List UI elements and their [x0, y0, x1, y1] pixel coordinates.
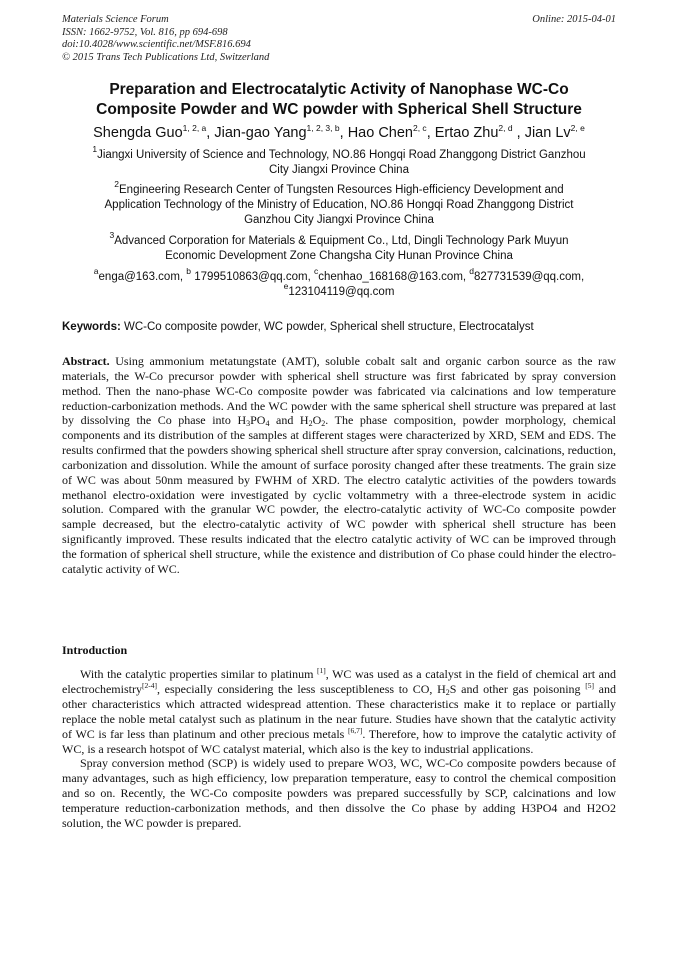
- email-e[interactable]: 123104119@qq.com: [288, 286, 395, 298]
- author-separator: ,: [512, 125, 525, 141]
- affiliation-1: [62, 144, 616, 178]
- title-line-1: Preparation and Electrocatalytic Activity of Nanophase WC-Co: [109, 81, 569, 98]
- online-date: Online: 2015-04-01: [532, 14, 616, 25]
- affiliation-line: Engineering Research Center of Tungsten Resources High-efficiency Development and: [119, 184, 564, 196]
- author-name: Hao Chen: [347, 125, 413, 141]
- author-affil-sup: 2, e: [570, 123, 585, 133]
- paragraph: Spray conversion method (SCP) is widely used to prepare WO3, WC, WC-Co composite powders because of many advantages, such as high efficiency, low preparation temperature, easy to control the chemical composition and so on. Recently, the WC-Co composite powders was prepared successfully by SCP, calcinations and low temperature reduction-carbonization methods, and then dissolve the Co phase by adding H3PO4 and H2O2 solution, the WC powder is prepared.: [62, 756, 616, 831]
- affiliation-3: [62, 230, 616, 264]
- affiliation-sup: 2: [114, 179, 119, 189]
- author-list: [62, 124, 616, 142]
- author-name: Jian Lv: [524, 125, 571, 141]
- author-separator: ,: [339, 125, 348, 141]
- email-a[interactable]: enga@163.com,: [98, 271, 187, 283]
- affiliation-line: Economic Development Zone Changsha City Hunan Province China: [165, 250, 513, 262]
- author-name: Shengda Guo: [93, 125, 183, 141]
- author-name: Jian-gao Yang: [214, 125, 307, 141]
- author-emails: $^a$enga@163.com, $^b$ 1799510863@qq.com, $^c$chenhao_168168@163.com, $^d$827731539@qq.com, $^e$123104119@qq.com: [93, 266, 585, 298]
- citation[interactable]: [2-4]: [141, 680, 157, 690]
- title-line-2: Composite Powder and WC powder with Spherical Shell Structure: [96, 101, 582, 118]
- affiliation-sup: 3: [109, 230, 115, 240]
- author-name: Ertao Zhu: [434, 125, 499, 141]
- journal-issn: ISSN: 1662-9752, Vol. 816, pp 694-698: [62, 26, 228, 38]
- citation[interactable]: [6,7]: [347, 725, 363, 735]
- affiliation-sup: 1: [92, 144, 98, 154]
- journal-doi: doi:10.4028/www.scientific.net/MSF.816.694: [62, 39, 251, 50]
- paper-title: [62, 80, 616, 120]
- affiliation-2: [62, 179, 616, 228]
- citation[interactable]: [1]: [317, 666, 326, 675]
- email-b[interactable]: 1799510863@qq.com,: [191, 271, 314, 283]
- affiliation-line: Jiangxi University of Science and Technology, NO.86 Hongqi Road Zhanggong District Ganzhou: [97, 149, 586, 161]
- journal-copyright: © 2015 Trans Tech Publications Ltd, Switzerland: [62, 51, 270, 63]
- author-affil-sup: 1, 2, 3, b: [306, 123, 340, 133]
- abstract-text: Using ammonium metatungstate (AMT), soluble cobalt salt and organic carbon source as the raw materials, the W-Co precursor powder with spherical shell structure was first fabricated by spray conversion method. Then the nano-phase WC-Co composite powder was fabricated via calcinations and low temperature reduction-carbonization methods. And the WC powder with the same spherical shell structure was prepared at last by dissolving the Co phase into H: [62, 354, 616, 428]
- abstract-label: Abstract.: [62, 354, 110, 368]
- keywords: [62, 320, 616, 335]
- journal-name: Materials Science Forum: [62, 14, 169, 25]
- introduction-body: [62, 667, 616, 831]
- author-separator: ,: [206, 125, 215, 141]
- affiliation-line: Application Technology of the Ministry of Education, NO.86 Hongqi Road Zhanggong District: [104, 199, 574, 211]
- affiliation-line: Ganzhou City Jiangxi Province China: [244, 214, 434, 226]
- author-affil-sup: 2, d: [498, 123, 513, 133]
- journal-header: [62, 14, 616, 64]
- keywords-label: Keywords:: [62, 321, 121, 333]
- citation[interactable]: [5]: [585, 680, 594, 690]
- paragraph: With the catalytic properties similar to platinum [1], WC was used as a catalyst in the field of chemical art and electrochemistry[2-4], especially considering the less susceptibleness to CO, $H_2S$ and other gas poisoning [5] and other characteristics which attracted widespread attention. These characteristics make it to replace or partially replace the noble metal catalyst such as platinum in the near future. Studies have shown that the catalytic activity of WC is far less than platinum and other precious metals [6,7]. Therefore, how to improve the catalytic activity of WC, is a research hotspot of WC catalyst material, which also is the key to industrial applications.: [62, 666, 617, 756]
- introduction-heading: Introduction: [62, 643, 128, 657]
- email-d[interactable]: 827731539@qq.com,: [474, 271, 585, 283]
- affiliation-line: City Jiangxi Province China: [269, 164, 409, 176]
- author-affil-sup: 2, c: [412, 123, 427, 133]
- affiliation-line: Advanced Corporation for Materials & Equipment Co., Ltd, Dingli Technology Park Muyun: [114, 235, 569, 247]
- author-separator: ,: [426, 125, 435, 141]
- abstract: Abstract. Using ammonium metatungstate (AMT), soluble cobalt salt and organic carbon source as the raw materials, the W-Co precursor powder with spherical shell structure was first fabricated by spray conversion method. Then the nano-phase WC-Co composite powder was fabricated via calcinations and low temperature reduction-carbonization methods. And the WC powder with the same spherical shell structure was prepared at last by dissolving the Co phase into $H_3PO_4$ and $H_2O_2$. The phase composition, powder morphology, chemical components and its distribution of the samples at different stages were characterized by XRD, SEM and EDS. The results confirmed that the powders showing spherical shell structure after spray conversion, calcinations, reduction, carbonization and dissolution. While the amount of surface porosity changed after these treatments. The grain size of WC was about 50nm measured by FWHM of XRD. The electro catalytic activities of the powders towards methanol electro-oxidation were investigated by cyclic voltammetry with a three-electrode system in acidic solution. Compared with the granular WC powder, the electro-catalytic activity of WC-Co composite powder sample decreased, but the electro-catalytic activity of WC powder with spherical shell structure has been significantly improved. These results indicated that the electro catalytic activity of WC can be improved through the formation of spherical shell structure, while the existence and distribution of Co phase could hinder the electro-catalytic activity of WC.: [62, 354, 616, 576]
- email-c[interactable]: chenhao_168168@163.com,: [318, 271, 470, 283]
- author-affil-sup: 1, 2, a: [182, 123, 207, 133]
- keywords-text: WC-Co composite powder, WC powder, Spherical shell structure, Electrocatalyst: [120, 321, 534, 333]
